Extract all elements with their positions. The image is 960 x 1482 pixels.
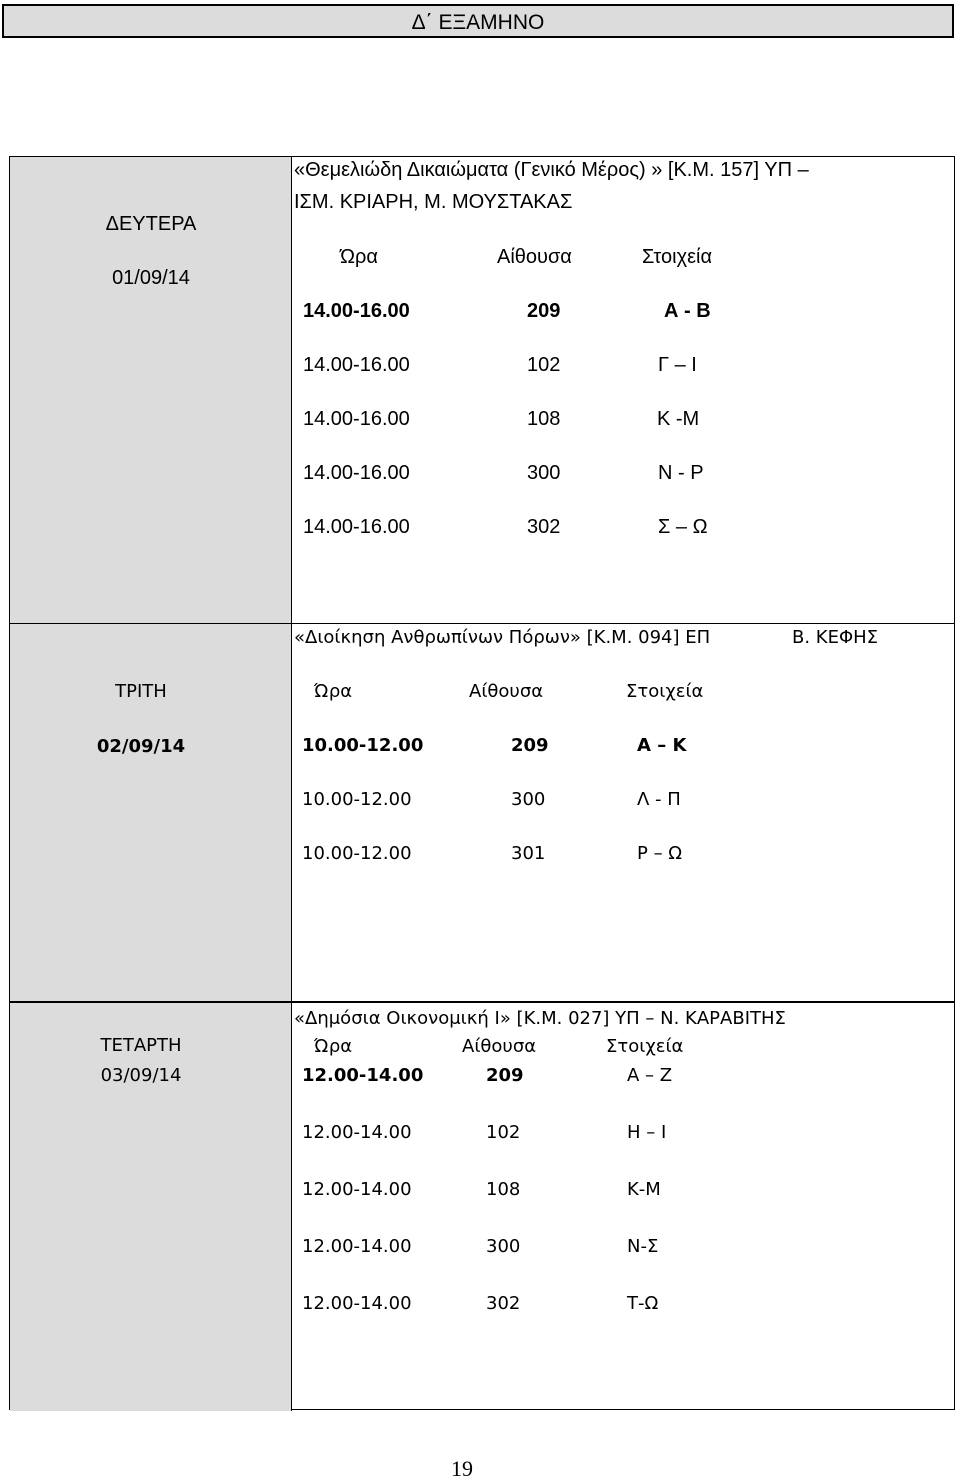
row-room: 302 bbox=[527, 516, 561, 538]
row-divider bbox=[10, 623, 954, 624]
row-room: 300 bbox=[486, 1236, 521, 1257]
row-time: 12.00-14.00 bbox=[302, 1293, 412, 1314]
row-time: 12.00-14.00 bbox=[302, 1179, 412, 1200]
row-room: 102 bbox=[527, 354, 561, 376]
day-name: ΔΕΥΤΕΡΑ bbox=[105, 213, 197, 235]
course-instructors: ΙΣΜ. ΚΡΙΑΡΗ, Μ. ΜΟΥΣΤΑΚΑΣ bbox=[294, 191, 573, 213]
row-room: 301 bbox=[511, 843, 546, 864]
day-cell-wednesday bbox=[10, 1002, 292, 1411]
row-details: Ρ – Ω bbox=[637, 843, 683, 864]
column-header-details: Στοιχεία bbox=[642, 246, 713, 268]
course-title: «Θεμελιώδη Δικαιώματα (Γενικό Μέρος) » [Κ.Μ. 157] ΥΠ – bbox=[294, 159, 809, 181]
column-header-details: Στοιχεία bbox=[606, 1036, 684, 1057]
exam-schedule-table bbox=[9, 156, 955, 1410]
row-time: 12.00-14.00 bbox=[302, 1122, 412, 1143]
row-time: 14.00-16.00 bbox=[303, 516, 410, 538]
row-details: Α – Κ bbox=[637, 735, 687, 756]
column-header-time: Ώρα bbox=[314, 681, 353, 702]
row-room: 209 bbox=[511, 735, 549, 756]
row-details: Σ – Ω bbox=[658, 516, 708, 538]
column-header-time: Ώρα bbox=[314, 1036, 353, 1057]
day-cell-tuesday bbox=[10, 623, 292, 1002]
row-room: 102 bbox=[486, 1122, 521, 1143]
row-time: 12.00-14.00 bbox=[302, 1065, 424, 1086]
day-date: 01/09/14 bbox=[112, 267, 190, 289]
row-time: 14.00-16.00 bbox=[303, 300, 410, 322]
row-time: 14.00-16.00 bbox=[303, 354, 410, 376]
row-details: Λ - Π bbox=[637, 789, 681, 810]
row-time: 10.00-12.00 bbox=[302, 789, 412, 810]
column-header-room: Αίθουσα bbox=[469, 681, 544, 702]
row-time: 14.00-16.00 bbox=[303, 408, 410, 430]
row-time: 12.00-14.00 bbox=[302, 1236, 412, 1257]
day-date: 03/09/14 bbox=[100, 1065, 182, 1086]
row-room: 108 bbox=[486, 1179, 521, 1200]
row-details: Κ -Μ bbox=[657, 408, 700, 430]
column-header-details: Στοιχεία bbox=[626, 681, 704, 702]
course-title: «Δημόσια Οικονομική Ι» [Κ.Μ. 027] ΥΠ – Ν. ΚΑΡΑΒΙΤΗΣ bbox=[294, 1008, 786, 1029]
row-room: 108 bbox=[527, 408, 561, 430]
row-divider bbox=[10, 1001, 954, 1003]
row-details: Η – Ι bbox=[627, 1122, 667, 1143]
row-time: 10.00-12.00 bbox=[302, 735, 424, 756]
row-details: Γ – Ι bbox=[658, 354, 697, 376]
day-name: ΤΡΙΤΗ bbox=[115, 681, 167, 702]
row-room: 300 bbox=[511, 789, 546, 810]
row-room: 302 bbox=[486, 1293, 521, 1314]
row-room: 209 bbox=[486, 1065, 524, 1086]
column-header-room: Αίθουσα bbox=[497, 246, 572, 268]
day-date: 02/09/14 bbox=[96, 736, 186, 757]
row-time: 14.00-16.00 bbox=[303, 462, 410, 484]
day-name: ΤΕΤΑΡΤΗ bbox=[100, 1035, 182, 1056]
row-details: Κ-Μ bbox=[627, 1179, 661, 1200]
course-instructor: Β. ΚΕΦΗΣ bbox=[792, 627, 879, 648]
row-details: Ν - Ρ bbox=[658, 462, 704, 484]
row-room: 300 bbox=[527, 462, 561, 484]
row-details: Α – Ζ bbox=[627, 1065, 673, 1086]
page-title: Δ΄ ΕΞΑΜΗΝΟ bbox=[2, 4, 954, 38]
row-details: Ν-Σ bbox=[627, 1236, 659, 1257]
column-header-time: Ώρα bbox=[340, 246, 378, 268]
row-room: 209 bbox=[527, 300, 561, 322]
column-header-room: Αίθουσα bbox=[462, 1036, 537, 1057]
row-time: 10.00-12.00 bbox=[302, 843, 412, 864]
page-number: 19 bbox=[451, 1456, 473, 1481]
row-details: Α - Β bbox=[664, 300, 711, 322]
course-title: «Διοίκηση Ανθρωπίνων Πόρων» [Κ.Μ. 094] ΕΠ bbox=[294, 627, 711, 648]
row-details: Τ-Ω bbox=[627, 1293, 659, 1314]
